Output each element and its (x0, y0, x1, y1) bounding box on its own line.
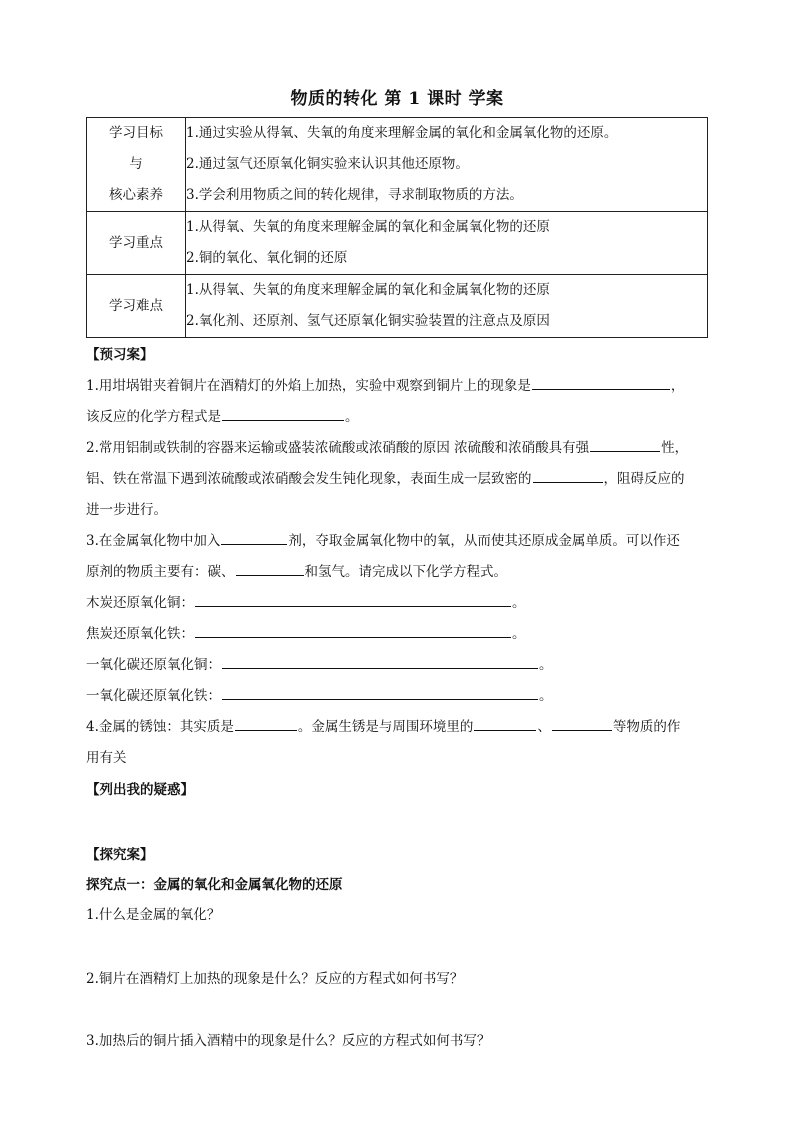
answer-blank[interactable] (235, 716, 297, 731)
equation-label: 焦炭还原氧化铁： (86, 626, 194, 642)
table-row (87, 275, 708, 338)
equation-blank[interactable] (222, 654, 538, 669)
question-text: 和氢气。请完成以下化学方程式。 (304, 564, 507, 580)
equation-line (86, 681, 708, 712)
goal-item: 1.通过实验从得氧、失氧的角度来理解金属的氧化和金属氧化物的还原。 (186, 125, 618, 141)
answer-blank[interactable] (552, 716, 612, 731)
punctuation: ， (670, 378, 685, 394)
answer-blank[interactable] (222, 406, 344, 421)
preview-question-1-line-2 (86, 402, 708, 433)
doubts-heading: 【列出我的疑惑】 (86, 782, 194, 798)
explore-point-1: 探究点一：金属的氧化和金属氧化物的还原 (86, 877, 343, 893)
question-text: 4.金属的锈蚀：其实质是 (86, 719, 234, 735)
equation-label: 一氧化碳还原氧化铁： (86, 688, 221, 704)
explore-heading: 【探究案】 (86, 847, 154, 863)
punctuation: 。 (539, 688, 553, 704)
preview-question-2 (86, 433, 708, 464)
preview-section (86, 340, 708, 774)
preview-question-2-line-2 (86, 464, 708, 495)
preview-heading: 【预习案】 (86, 347, 154, 363)
difficulty-item: 2.氧化剂、还原剂、氢气还原氧化铜实验装置的注意点及原因 (186, 313, 550, 329)
page-title: 物质的转化 第 1 课时 学案 (290, 89, 504, 109)
question-text: 。金属生锈是与周围环境里的 (297, 719, 474, 735)
key-points-content-cell (186, 212, 708, 275)
punctuation: 。 (539, 657, 553, 673)
key-point-item: 2.铜的氧化、氧化铜的还原 (186, 250, 348, 266)
question-text: 等物质的作 (612, 719, 681, 735)
table-row (87, 212, 708, 275)
difficulties-content-cell (186, 275, 708, 338)
equation-label: 木炭还原氧化铜： (86, 595, 194, 611)
question-text: 该反应的化学方程式是 (86, 409, 221, 425)
question-text: ，阻碍反应的 (603, 471, 685, 487)
key-points-label-cell (87, 212, 186, 275)
answer-blank[interactable] (590, 437, 660, 452)
preview-question-3 (86, 526, 708, 557)
goals-content-cell (186, 118, 708, 212)
question-text: 铝、铁在常温下遇到浓硫酸或浓硝酸会发生钝化现象，表面生成一层致密的 (86, 471, 532, 487)
goal-item: 2.通过氢气还原氧化铜实验来认识其他还原物。 (186, 156, 469, 172)
answer-blank[interactable] (236, 561, 304, 576)
preview-question-2-line-3: 进一步进行。 (86, 502, 167, 518)
answer-blank[interactable] (533, 468, 603, 483)
equation-blank[interactable] (195, 623, 511, 638)
preview-question-4 (86, 712, 708, 743)
answer-blank[interactable] (221, 530, 287, 545)
question-text: 性， (661, 440, 689, 456)
table-row (87, 118, 708, 212)
key-points-label: 学习重点 (109, 234, 163, 251)
explore-question-3: 3.加热后的铜片插入酒精中的现象是什么？反应的方程式如何书写？ (86, 1033, 491, 1049)
equation-blank[interactable] (222, 685, 538, 700)
goals-label-cell (87, 118, 186, 212)
equation-line (86, 588, 708, 619)
difficulty-item: 1.从得氧、失氧的角度来理解金属的氧化和金属氧化物的还原 (186, 282, 550, 298)
punctuation: 。 (512, 626, 526, 642)
objectives-table (86, 117, 708, 338)
question-text: 剂，夺取金属氧化物中的氧，从而使其还原成金属单质。可以作还 (288, 533, 680, 549)
preview-question-1 (86, 371, 708, 402)
goals-label-line: 与 (129, 156, 143, 172)
punctuation: 。 (345, 409, 359, 425)
goals-label-line: 学习目标 (109, 125, 163, 141)
preview-question-3-line-2 (86, 557, 708, 588)
equation-line (86, 619, 708, 650)
difficulties-label-cell (87, 275, 186, 338)
equation-line (86, 650, 708, 681)
preview-question-4-line-2: 用有关 (86, 750, 127, 766)
goal-item: 3.学会利用物质之间的转化规律，寻求制取物质的方法。 (186, 187, 523, 203)
goals-label-line: 核心素养 (109, 187, 163, 203)
explore-question-1: 1.什么是金属的氧化？ (86, 907, 221, 923)
explore-question-2: 2.铜片在酒精灯上加热的现象是什么？反应的方程式如何书写？ (86, 971, 464, 987)
key-point-item: 1.从得氧、失氧的角度来理解金属的氧化和金属氧化物的还原 (186, 219, 550, 235)
equation-label: 一氧化碳还原氧化铜： (86, 657, 221, 673)
equation-blank[interactable] (195, 592, 511, 607)
question-text: 2.常用铝制或铁制的容器来运输或盛装浓硫酸或浓硝酸的原因 浓硫酸和浓硝酸具有强 (86, 440, 590, 456)
punctuation: 。 (512, 595, 526, 611)
answer-blank[interactable] (532, 375, 670, 390)
punctuation: 、 (537, 719, 551, 735)
question-text: 原剂的物质主要有：碳、 (86, 564, 235, 580)
difficulties-label: 学习难点 (109, 297, 163, 314)
question-text: 1.用坩埚钳夹着铜片在酒精灯的外焰上加热，实验中观察到铜片上的现象是 (86, 378, 531, 394)
answer-blank[interactable] (474, 716, 536, 731)
question-text: 3.在金属氧化物中加入 (86, 533, 221, 549)
